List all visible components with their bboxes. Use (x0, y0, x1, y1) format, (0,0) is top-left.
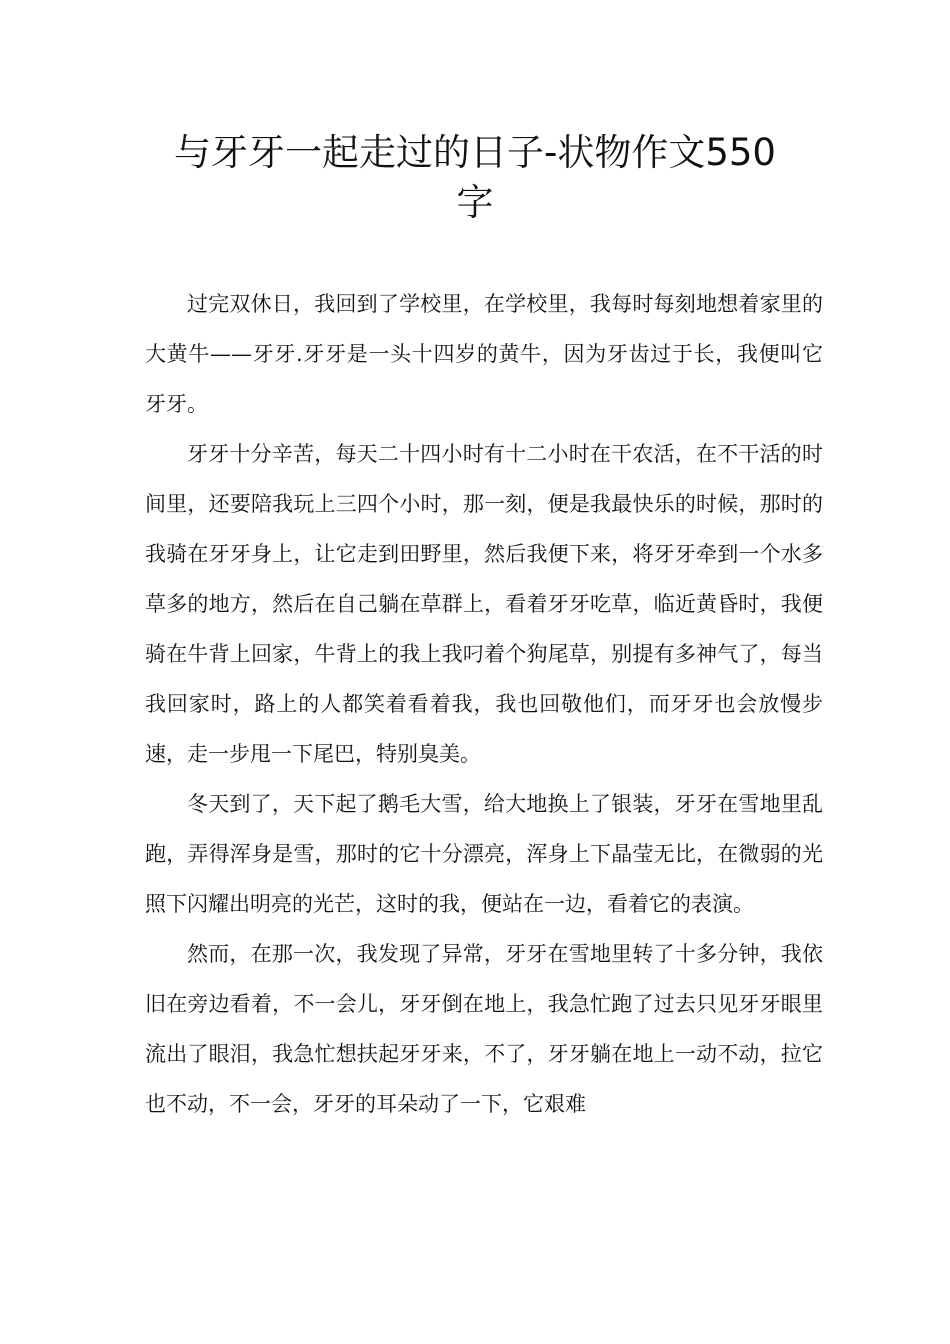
title-line-2: 字 (456, 181, 494, 224)
title-line-1: 与牙牙一起走过的日子-状物作文550 (174, 131, 776, 174)
paragraph: 然而，在那一次，我发现了异常，牙牙在雪地里转了十多分钟，我依旧在旁边看着，不一会儿，牙牙倒在地上，我急忙跑了过去只见牙牙眼里流出了眼泪，我急忙想扶起牙牙来，不了，牙牙躺在地上一动不动，拉它也不动，不一会，牙牙的耳朵动了一下，它艰难 (145, 942, 823, 1116)
document-title (140, 128, 810, 228)
paragraph: 冬天到了，天下起了鹅毛大雪，给大地换上了银装，牙牙在雪地里乱跑，弄得浑身是雪，那时的它十分漂亮，浑身上下晶莹无比，在微弱的光照下闪耀出明亮的光芒，这时的我，便站在一边，看着它的表演。 (145, 792, 823, 916)
paragraph: 牙牙十分辛苦，每天二十四小时有十二小时在干农活，在不干活的时间里，还要陪我玩上三四个小时，那一刻，便是我最快乐的时候，那时的我骑在牙牙身上，让它走到田野里，然后我便下来，将牙牙牵到一个水多草多的地方，然后在自己躺在草群上，看着牙牙吃草，临近黄昏时，我便骑在牛背上回家，牛背上的我上我叼着个狗尾草，别提有多神气了，每当我回家时，路上的人都笑着看着我，我也回敬他们，而牙牙也会放慢步速，走一步甩一下尾巴，特别臭美。 (145, 442, 823, 766)
document-body (145, 279, 823, 1129)
paragraph: 过完双休日，我回到了学校里，在学校里，我每时每刻地想着家里的大黄牛——牙牙.牙牙是一头十四岁的黄牛，因为牙齿过于长，我便叫它牙牙。 (145, 292, 823, 416)
